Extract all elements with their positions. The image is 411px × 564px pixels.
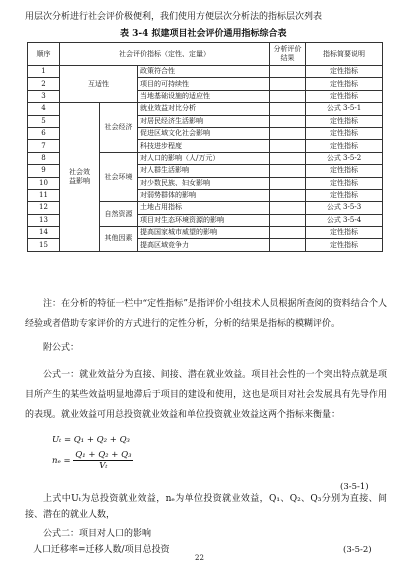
row-number: 3 [28, 90, 60, 102]
formula1-lhs: nₑ = [52, 456, 71, 466]
row-desc: 公式 3-5-2 [306, 152, 383, 164]
row-result [270, 115, 306, 127]
row-desc: 公式 3-5-4 [306, 214, 383, 226]
row-indicator: 对人群生活影响 [138, 165, 270, 177]
row-desc: 定性指标 [306, 90, 383, 102]
formula1-numerator: Q₁ + Q₂ + Q₃ [75, 450, 132, 460]
row-result [270, 78, 306, 90]
row-result [270, 189, 306, 201]
row-indicator: 对人口的影响（人/万元） [138, 152, 270, 164]
table-header-row [28, 43, 383, 66]
formula2-number: (3-5-2) [343, 545, 372, 555]
row-number: 11 [28, 189, 60, 201]
row-indicator: 项目的可持续性 [138, 78, 270, 90]
formula1-explanation: 上式中Uₜ为总投资就业效益，nₑ为单位投资就业效益，Q₁、Q₂、Q₃分别为直接、间接、潜在的就业人数， [25, 494, 387, 520]
formula2-expression: 人口迁移率=迁移人数/项目总投资 [33, 545, 170, 555]
row-indicator: 政策符合性 [138, 66, 270, 78]
row-number: 13 [28, 214, 60, 226]
row-result [270, 140, 306, 152]
table-row [28, 103, 383, 115]
row-number: 15 [28, 239, 60, 251]
row-result [270, 239, 306, 251]
header-result: 分析评价结果 [270, 43, 306, 66]
sub-econ: 社会经济 [100, 103, 138, 153]
sub-nature: 自然资源 [100, 202, 138, 227]
row-desc: 定性指标 [306, 165, 383, 177]
row-result [270, 152, 306, 164]
row-number: 9 [28, 165, 60, 177]
page-number: 22 [195, 554, 204, 562]
table-caption: 表 3-4 拟建项目社会评价通用指标综合表 [120, 29, 287, 39]
group-impact: 社会效益影响 [60, 103, 100, 252]
sub-other: 其他因素 [100, 227, 138, 252]
row-number: 14 [28, 227, 60, 239]
row-indicator: 当地基础设施的适应性 [138, 90, 270, 102]
row-indicator: 科技进步程度 [138, 140, 270, 152]
note-paragraph: 注：在分析的特征一栏中“定性指标”是指评价小组技术人员根据所查阅的资料结合个人经验或者借助专家评价的方式进行的定性分析，分析的结果是指标的模糊评价。 [25, 299, 387, 329]
row-indicator: 促进区域文化社会影响 [138, 127, 270, 139]
row-result [270, 177, 306, 189]
row-indicator: 对弱势群体的影响 [138, 189, 270, 201]
row-result [270, 165, 306, 177]
row-desc: 定性指标 [306, 115, 383, 127]
row-indicator: 对居民经济生活影响 [138, 115, 270, 127]
formula1-denominator: Vₜ [99, 461, 108, 471]
row-result [270, 214, 306, 226]
row-desc: 定性指标 [306, 189, 383, 201]
indicator-table [27, 42, 383, 252]
appendix-heading: 附公式： [43, 343, 80, 353]
row-indicator: 提高区域竞争力 [138, 239, 270, 251]
row-number: 8 [28, 152, 60, 164]
table-row [28, 66, 383, 78]
group-mutual: 互适性 [60, 66, 138, 103]
formula2-title: 公式二：项目对人口的影响 [43, 529, 152, 539]
row-indicator: 就业效益对比分析 [138, 103, 270, 115]
row-desc: 公式 3-5-1 [306, 103, 383, 115]
formula1-number: (3-5-1) [340, 482, 369, 492]
header-indicator: 社会评价指标（定性、定量） [60, 43, 270, 66]
row-desc: 定性指标 [306, 239, 383, 251]
row-indicator: 提高国家城市威望的影响 [138, 227, 270, 239]
row-number: 2 [28, 78, 60, 90]
row-number: 5 [28, 115, 60, 127]
row-result [270, 103, 306, 115]
header-seq: 顺序 [28, 43, 60, 66]
formula1-line2 [52, 450, 133, 471]
intro-text: 用层次分析进行社会评价极便利，我们使用方便层次分析法的指标层次列表 [25, 12, 323, 22]
row-result [270, 66, 306, 78]
row-number: 6 [28, 127, 60, 139]
row-result [270, 227, 306, 239]
row-indicator: 土地占用指标 [138, 202, 270, 214]
row-number: 10 [28, 177, 60, 189]
sub-env: 社会环境 [100, 152, 138, 202]
row-desc: 定性指标 [306, 78, 383, 90]
row-desc: 定性指标 [306, 127, 383, 139]
row-desc: 定性指标 [306, 140, 383, 152]
formula1-fraction [73, 450, 133, 471]
row-result [270, 90, 306, 102]
row-number: 4 [28, 103, 60, 115]
row-desc: 定性指标 [306, 177, 383, 189]
row-number: 12 [28, 202, 60, 214]
row-desc: 公式 3-5-3 [306, 202, 383, 214]
row-desc: 定性指标 [306, 66, 383, 78]
row-indicator: 对少数民族、妇女影响 [138, 177, 270, 189]
row-number: 7 [28, 140, 60, 152]
formula1-line1: Uₜ = Q₁ + Q₂ + Q₃ [52, 435, 130, 445]
formula1-description: 公式一：就业效益分为直接、间接、潜在就业效益。项目社会性的一个突出特点就是项目所产生的某些效益明显地滞后于项目的建设和使用，这也是项目对社会发展具有先导作用的表现。就业效益可用总投资就业效益和单位投资就业效益这两个指标来衡量： [25, 370, 387, 420]
header-desc: 指标简要说明 [306, 43, 383, 66]
row-result [270, 202, 306, 214]
row-desc: 定性指标 [306, 227, 383, 239]
row-number: 1 [28, 66, 60, 78]
row-result [270, 127, 306, 139]
row-indicator: 项目对生态环境资源的影响 [138, 214, 270, 226]
